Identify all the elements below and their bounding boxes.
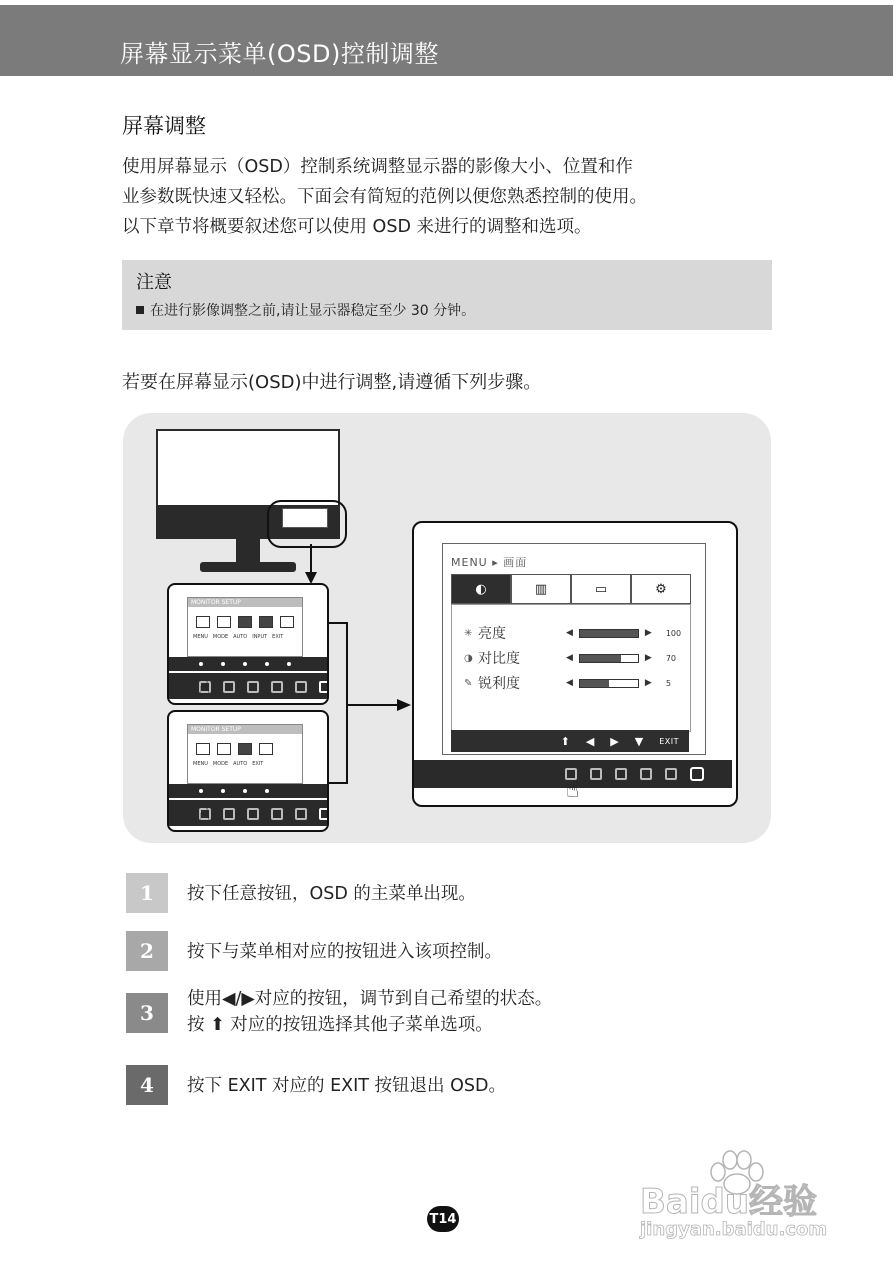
indicator-dot bbox=[287, 662, 291, 666]
setting-label: 亮度 bbox=[478, 626, 506, 642]
setting-value: 70 bbox=[665, 653, 677, 663]
tab-settings[interactable] bbox=[631, 574, 691, 604]
mode-icon bbox=[217, 743, 231, 755]
front-buttons bbox=[565, 768, 704, 781]
front-buttons bbox=[199, 808, 329, 820]
step-text: 按 ⬆ 对应的按钮选择其他子菜单选项。 bbox=[187, 1015, 493, 1035]
connector-line bbox=[346, 622, 348, 784]
power-button[interactable] bbox=[690, 767, 704, 781]
osd-label: MENU bbox=[193, 634, 208, 640]
osd-icons bbox=[196, 743, 273, 755]
power-button[interactable] bbox=[319, 808, 329, 820]
tab-display[interactable] bbox=[571, 574, 631, 604]
note-text-line bbox=[136, 300, 475, 320]
step-text: 按下与菜单相对应的按钮进入该项控制。 bbox=[187, 942, 502, 962]
step-text: 按下任意按钮，OSD 的主菜单出现。 bbox=[187, 884, 476, 904]
intro-line: 以下章节将概要叙述您可以使用 OSD 来进行的调整和选项。 bbox=[122, 217, 592, 237]
front-button[interactable] bbox=[247, 808, 259, 820]
zoom-highlight bbox=[267, 500, 347, 548]
baidu-watermark bbox=[640, 1146, 850, 1246]
osd-label: INPUT bbox=[252, 634, 268, 640]
setting-row-contrast bbox=[464, 648, 690, 668]
decrease-icon[interactable]: ◀ bbox=[566, 678, 573, 688]
hand-pointer-icon: ☝ bbox=[566, 778, 580, 803]
step-number: 4 bbox=[126, 1065, 168, 1105]
sharpness-slider[interactable] bbox=[579, 679, 639, 688]
osd-label: EXIT bbox=[272, 634, 284, 640]
setting-row-brightness bbox=[464, 623, 690, 643]
indicator-dot bbox=[265, 789, 269, 793]
setting-label: 对比度 bbox=[478, 651, 520, 667]
breadcrumb-arrow-icon: ▸ bbox=[492, 556, 499, 569]
slider-fill bbox=[580, 680, 609, 687]
front-button[interactable] bbox=[640, 768, 652, 780]
increase-icon[interactable]: ▶ bbox=[644, 653, 652, 663]
menu-nav-bar bbox=[451, 730, 689, 752]
front-button[interactable] bbox=[223, 681, 235, 693]
front-button[interactable] bbox=[295, 808, 307, 820]
power-button[interactable] bbox=[319, 681, 329, 693]
menu-breadcrumb bbox=[451, 554, 527, 570]
gear-icon: ⚙ bbox=[655, 581, 667, 597]
input-icon bbox=[259, 616, 273, 628]
setting-row-sharpness bbox=[464, 673, 690, 693]
pen-icon: ✎ bbox=[464, 677, 473, 689]
intro-line: 使用屏幕显示（OSD）控制系统调整显示器的影像大小、位置和作 bbox=[122, 157, 633, 177]
down-arrow-icon[interactable]: ▼ bbox=[634, 734, 644, 748]
note-text: 在进行影像调整之前,请让显示器稳定至少 30 分钟。 bbox=[150, 303, 476, 319]
screen-icon: ▭ bbox=[594, 581, 608, 597]
up-arrow-icon[interactable]: ⬆ bbox=[560, 734, 570, 748]
watermark-url: jingyan.baidu.com bbox=[640, 1219, 828, 1240]
auto-icon bbox=[238, 616, 252, 628]
osd-panel-main bbox=[167, 583, 329, 705]
front-button[interactable] bbox=[665, 768, 677, 780]
half-circle-icon: ◑ bbox=[464, 652, 473, 664]
columns-icon: ▥ bbox=[534, 581, 548, 597]
note-box bbox=[122, 260, 772, 330]
monitor-stand-base bbox=[200, 562, 296, 572]
menu-icon bbox=[196, 743, 210, 755]
right-arrow-icon[interactable]: ▶ bbox=[610, 734, 619, 748]
connector-line bbox=[346, 704, 398, 706]
step-text: 按下 EXIT 对应的 EXIT 按钮退出 OSD。 bbox=[187, 1076, 506, 1096]
front-button[interactable] bbox=[247, 681, 259, 693]
contrast-slider[interactable] bbox=[579, 654, 639, 663]
connector-line bbox=[327, 782, 347, 784]
intro-line: 业参数既快速又轻松。下面会有简短的范例以便您熟悉控制的使用。 bbox=[122, 187, 647, 207]
osd-label: EXIT bbox=[252, 761, 264, 767]
picture-menu bbox=[442, 543, 706, 755]
step-number: 2 bbox=[126, 931, 168, 971]
osd-label: MODE bbox=[212, 761, 229, 767]
slider-fill bbox=[580, 630, 638, 637]
indicator-dot bbox=[221, 662, 225, 666]
osd-labels bbox=[193, 634, 283, 640]
page-number: T14 bbox=[427, 1206, 459, 1232]
exit-icon bbox=[280, 616, 294, 628]
monitor-stand-neck bbox=[236, 537, 260, 563]
front-button[interactable] bbox=[615, 768, 627, 780]
note-title: 注意 bbox=[136, 272, 172, 293]
arrow-right-icon bbox=[397, 699, 411, 711]
osd-label: AUTO bbox=[233, 761, 248, 767]
osd-label: MENU bbox=[193, 761, 208, 767]
osd-header: MONITOR SETUP bbox=[188, 598, 302, 607]
lead-sentence: 若要在屏幕显示(OSD)中进行调整,请遵循下列步骤。 bbox=[122, 372, 542, 393]
tab-picture[interactable] bbox=[451, 574, 511, 604]
osd-labels bbox=[193, 761, 263, 767]
front-button[interactable] bbox=[223, 808, 235, 820]
osd-label: MODE bbox=[212, 634, 229, 640]
menu-icon bbox=[196, 616, 210, 628]
settings-panel bbox=[451, 604, 691, 732]
increase-icon[interactable]: ▶ bbox=[644, 678, 652, 688]
osd-menu bbox=[187, 724, 303, 784]
exit-icon bbox=[259, 743, 273, 755]
increase-icon[interactable]: ▶ bbox=[644, 628, 652, 638]
page-title: 屏幕显示菜单(OSD)控制调整 bbox=[120, 40, 439, 68]
front-button[interactable] bbox=[271, 681, 283, 693]
slider-fill bbox=[580, 655, 621, 662]
front-button[interactable] bbox=[590, 768, 602, 780]
osd-header: MONITOR SETUP bbox=[188, 725, 302, 734]
indicator-dot bbox=[199, 789, 203, 793]
osd-label: AUTO bbox=[233, 634, 248, 640]
indicator-dots bbox=[199, 662, 291, 666]
indicator-dot bbox=[243, 662, 247, 666]
indicator-dot bbox=[221, 789, 225, 793]
breadcrumb-menu: MENU bbox=[451, 556, 488, 569]
menu-tabs bbox=[451, 574, 691, 604]
osd-menu bbox=[187, 597, 303, 657]
osd-icons bbox=[196, 616, 294, 628]
front-button[interactable] bbox=[271, 808, 283, 820]
step-number: 1 bbox=[126, 873, 168, 913]
setting-value: 5 bbox=[665, 678, 671, 688]
sun-icon: ✳ bbox=[464, 627, 473, 639]
decrease-icon[interactable]: ◀ bbox=[566, 628, 573, 638]
hand-pointer-icon: ☝ bbox=[199, 805, 210, 826]
left-arrow-icon[interactable]: ◀ bbox=[585, 734, 595, 748]
setting-value: 100 bbox=[665, 628, 682, 638]
connector-line bbox=[310, 544, 312, 574]
brightness-slider[interactable] bbox=[579, 629, 639, 638]
step-text: 使用◀/▶对应的按钮，调节到自己希望的状态。 bbox=[187, 989, 553, 1009]
intro-paragraph bbox=[122, 152, 782, 242]
section-title: 屏幕调整 bbox=[122, 114, 206, 138]
exit-label[interactable]: EXIT bbox=[659, 736, 679, 746]
indicator-dot bbox=[199, 662, 203, 666]
indicator-dot bbox=[243, 789, 247, 793]
tab-color[interactable] bbox=[511, 574, 571, 604]
hand-pointer-icon: ☝ bbox=[199, 678, 210, 699]
setting-label: 锐利度 bbox=[478, 676, 520, 692]
breadcrumb-page: 画面 bbox=[503, 556, 528, 569]
indicator-dots bbox=[199, 789, 269, 793]
front-buttons bbox=[199, 681, 329, 693]
osd-panel-alt bbox=[167, 710, 329, 832]
auto-icon bbox=[238, 743, 252, 755]
decrease-icon[interactable]: ◀ bbox=[566, 653, 573, 663]
bullet-square-icon bbox=[136, 306, 144, 314]
front-button[interactable] bbox=[295, 681, 307, 693]
contrast-icon: ◐ bbox=[475, 581, 487, 597]
step-number: 3 bbox=[126, 993, 168, 1033]
watermark-brand: Baidu经验 bbox=[640, 1182, 818, 1222]
mode-icon bbox=[217, 616, 231, 628]
indicator-dot bbox=[265, 662, 269, 666]
connector-line bbox=[327, 622, 347, 624]
